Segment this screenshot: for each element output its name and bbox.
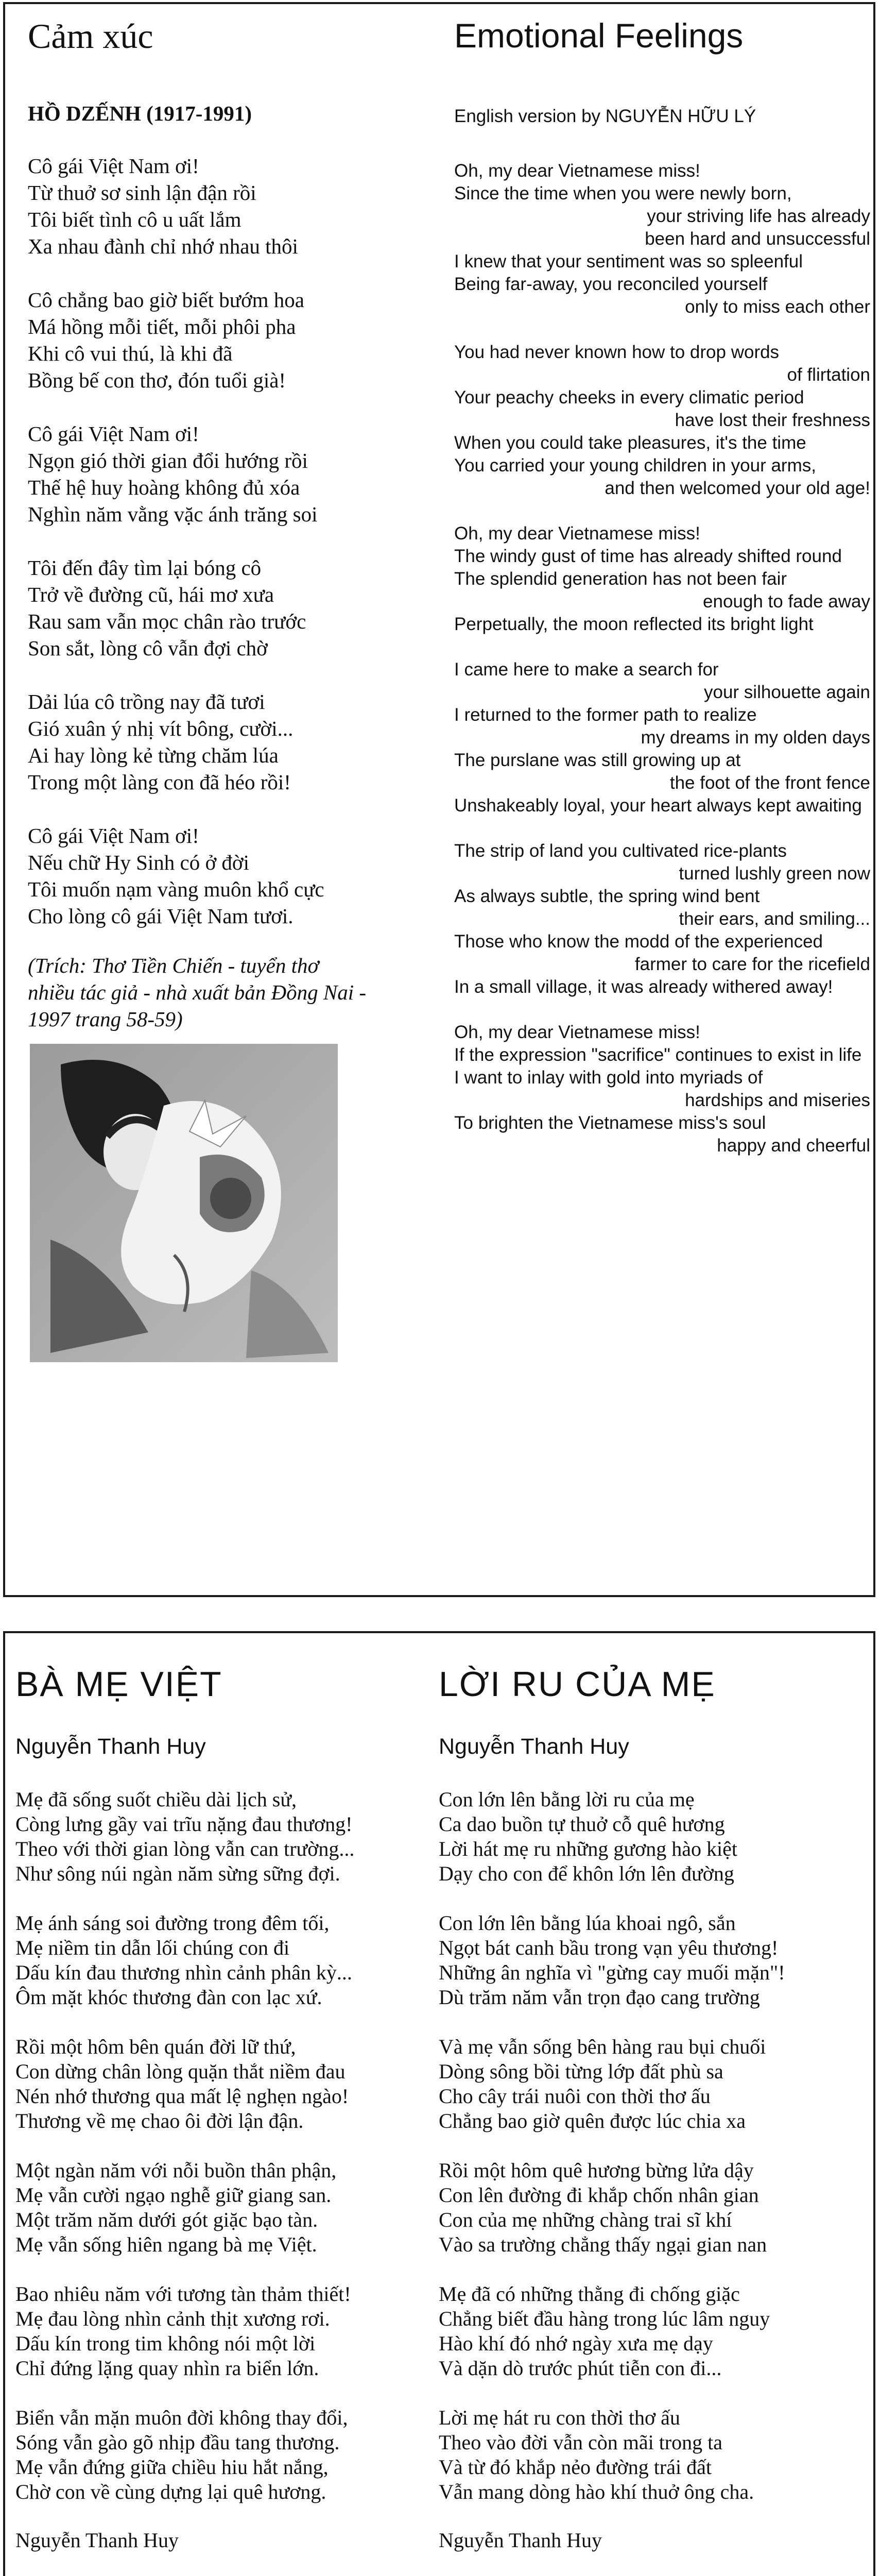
poem-line: turned lushly green now [679,863,870,884]
poem-line: Your peachy cheeks in every climatic period [454,387,804,408]
poem-line: If the expression "sacrifice" continues to exist in life [454,1045,862,1065]
ba-me-viet-column [15,1664,438,2552]
loi-ru-column [439,1664,871,2552]
poem-line: You carried your young children in your arms, [454,455,816,476]
poem-line: Cô gái Việt Nam ơi! [28,154,199,178]
vietnamese-column [28,16,435,1362]
stanza [15,1787,438,1886]
poem-line: I want to inlay with gold into myriads of [454,1067,763,1088]
poem-line: Chẳng biết đầu hàng trong lúc lâm nguy [439,2307,770,2330]
poem-line: Như sông núi ngàn năm sừng sững đợi. [15,1862,340,1885]
poem-line: Sóng vẫn gào gõ nhịp đầu tang thương. [15,2431,340,2454]
poem-line: Cho cây trái nuôi con thời thơ ấu [439,2084,711,2108]
poem-title-loi-ru: LỜI RU CỦA MẸ [439,1665,716,1704]
stanza [439,2405,871,2504]
poem-line: Thương về mẹ chao ôi đời lận đận. [15,2109,304,2132]
poem-line: Perpetually, the moon reflected its bright light [454,614,814,634]
poem-line: Being far-away, you reconciled yourself [454,274,768,294]
stanza [454,1021,872,1157]
poem-line: Theo vào đời vẫn còn mãi trong ta [439,2431,722,2454]
stanza [15,2158,438,2257]
poem-line: As always subtle, the spring wind bent [454,886,760,906]
poem-line: Son sắt, lòng cô vẫn đợi chờ [28,636,268,660]
poem-line: Biển vẫn mặn muôn đời không thay đổi, [15,2406,348,2429]
poem-line: Cho lòng cô gái Việt Nam tươi. [28,904,294,928]
poem-line: The purslane was still growing up at [454,750,741,770]
stanza [439,1911,871,2010]
citation-line: nhiều tác giả - nhà xuất bản Đồng Nai - [28,980,367,1004]
poem-line: Một ngàn năm với nỗi buồn thân phận, [15,2159,337,2182]
poem-line: In a small village, it was already withered away! [454,977,833,997]
poem-line: Hào khí đó nhớ ngày xưa mẹ dạy [439,2332,713,2355]
poem-author: HỒ DZẾNH (1917-1991) [28,101,252,125]
poem-line: Tôi muốn nạm vàng muôn khổ cực [28,877,324,901]
signature-ba-me-viet: Nguyễn Thanh Huy [15,2529,179,2552]
stanza [28,554,435,662]
poem-body [28,152,435,929]
poem-line: Cô gái Việt Nam ơi! [28,422,199,446]
poem-line: Con lớn lên bằng lúa khoai ngô, sắn [439,1911,736,1935]
poem-line: Những ân nghĩa vì "gừng cay muối mặn"! [439,1961,785,1984]
poem-line: Cô chẳng bao giờ biết bướm hoa [28,288,304,312]
citation-line: 1997 trang 58-59) [28,1007,183,1031]
poem-line: Mẹ vẫn cười ngạo nghễ giữ giang san. [15,2183,332,2207]
poem-line: Vào sa trường chẳng thấy ngại gian nan [439,2233,767,2256]
stanza [28,688,435,795]
stanza [454,341,872,500]
poem-line: Oh, my dear Vietnamese miss! [454,161,700,181]
poem-line: Con của mẹ những chàng trai sĩ khí [439,2208,732,2231]
poem-line: Và mẹ vẫn sống bên hàng rau bụi chuối [439,2035,766,2058]
poem-line: When you could take pleasures, it's the time [454,433,806,453]
poem-line: Nghìn năm vằng vặc ánh trăng soi [28,502,318,526]
poem-line: You had never known how to drop words [454,342,780,362]
poem-line: Mẹ vẫn đứng giữa chiều hiu hắt nắng, [15,2455,329,2479]
stanza [454,160,872,318]
poem-line: Tôi biết tình cô u uất lắm [28,208,241,231]
stanza [454,522,872,636]
poem-line: been hard and unsuccessful [645,229,870,249]
poem-panel-cam-xuc [3,2,875,1597]
poem-line: Cô gái Việt Nam ơi! [28,824,199,848]
citation-line: (Trích: Thơ Tiền Chiến - tuyển thơ [28,954,319,977]
poem-line: Con lớn lên bằng lời ru của mẹ [439,1788,695,1811]
stanza [454,658,872,817]
poem-line: Mẹ niềm tin dẫn lối chúng con đi [15,1936,290,1959]
poem-line: of flirtation [787,365,870,385]
poem-line: enough to fade away [703,591,870,612]
poem-line: Khi cô vui thú, là khi đã [28,342,233,365]
poem-line: I knew that your sentiment was so spleenful [454,251,803,272]
poem-line: farmer to care for the ricefield [634,954,870,974]
stanza [439,2158,871,2257]
poem-line: happy and cheerful [717,1136,870,1156]
poem-line: Mẹ vẫn sống hiên ngang bà mẹ Việt. [15,2233,317,2256]
poem-line: their ears, and smiling... [679,909,870,929]
poem-line: Mẹ ánh sáng soi đường trong đêm tối, [15,1911,330,1935]
poem-line: Chỉ đứng lặng quay nhìn ra biển lớn. [15,2357,319,2380]
poem-title-ba-me-viet: BÀ MẸ VIỆT [15,1665,222,1704]
stanza [15,2035,438,2133]
poem-line: Oh, my dear Vietnamese miss! [454,1022,700,1042]
stanza [28,420,435,528]
poem-line: the foot of the front fence [669,773,870,793]
poem-line: Ca dao buồn tự thuở cỗ quê hương [439,1812,725,1836]
poem-line: Ôm mặt khóc thương đàn con lạc xứ. [15,1986,322,2009]
poem-line: Theo với thời gian lòng vẫn can trường... [15,1837,355,1860]
poem-line: Ngọt bát canh bầu trong vạn yêu thương! [439,1936,779,1959]
poem-line: Those who know the modd of the experienced [454,931,823,952]
poem-line: Mẹ đau lòng nhìn cảnh thịt xương rơi. [15,2307,330,2330]
poem-line: Từ thuở sơ sinh lận đận rồi [28,181,256,205]
stanza [15,2282,438,2381]
stanza [439,2035,871,2133]
poem-line: Trở về đường cũ, hái mơ xưa [28,583,274,606]
poem-line: Mẹ đã có những thằng đi chống giặc [439,2282,740,2306]
english-poem-body [454,160,872,1157]
poem-line: Xa nhau đành chỉ nhớ nhau thôi [28,234,298,258]
poem-line: Dòng sông bồi từng lớp đất phù sa [439,2060,723,2083]
english-title: Emotional Feelings [454,16,744,55]
poem-line: Má hồng mỗi tiết, mỗi phôi pha [28,315,296,338]
poem-line: Nếu chữ Hy Sinh có ở đời [28,851,249,874]
poem-line: Và từ đó khắp nẻo đường trái đất [439,2455,712,2479]
poem-line: Dải lúa cô trồng nay đã tươi [28,690,265,714]
poem-line: Còng lưng gầy vai trĩu nặng đau thương! [15,1812,353,1836]
poem-line: Con lên đường đi khắp chốn nhân gian [439,2183,759,2207]
poem-title: Cảm xúc [28,16,153,56]
poem-line: your silhouette again [704,682,870,702]
poem-line: Vẫn mang dòng hào khí thuở ông cha. [439,2480,754,2503]
poem-line: The splendid generation has not been fair [454,569,787,589]
poem-line: Chẳng bao giờ quên được lúc chia xa [439,2109,746,2132]
poem-line: Unshakeably loyal, your heart always kept awaiting [454,795,862,816]
stanza [28,286,435,394]
poem-line: only to miss each other [685,297,870,317]
poem-line: Nén nhớ thương qua mất lệ nghẹn ngào! [15,2084,349,2108]
woman-portrait-icon [30,1044,338,1362]
poem-line: Ngọn gió thời gian đổi hướng rồi [28,449,308,472]
poem-line: Dấu kín đau thương nhìn cảnh phân kỳ... [15,1961,352,1984]
poem-line: Tôi đến đây tìm lại bóng cô [28,556,262,580]
poem-panel-me [3,1631,875,2576]
poem-line: my dreams in my olden days [641,727,870,748]
poem-line: have lost their freshness [675,410,870,430]
stanza [28,822,435,929]
poem-line: Bồng bế con thơ, đón tuổi già! [28,368,286,392]
stanza [15,2405,438,2504]
poem-line: Chờ con về cùng dựng lại quê hương. [15,2480,326,2503]
poem-line: Con dừng chân lòng quặn thắt niềm đau [15,2060,346,2083]
poem-line: Gió xuân ý nhị vít bông, cười... [28,717,294,740]
poem-line: Một trăm năm dưới gót giặc bạo tàn. [15,2208,318,2231]
stanza [454,840,872,998]
poem-line: Rau sam vẫn mọc chân rào trước [28,609,306,633]
stanza [15,1911,438,2010]
poem-line: Dạy cho con để khôn lớn lên đường [439,1862,734,1885]
poem-line: Lời mẹ hát ru con thời thơ ấu [439,2406,680,2429]
poem-body-loi-ru [439,1787,871,2504]
english-column [454,16,872,1180]
poem-author-ba-me-viet: Nguyễn Thanh Huy [15,1734,206,1759]
poem-line: Rồi một hôm bên quán đời lữ thứ, [15,2035,296,2058]
poem-line: Dù trăm năm vẫn trọn đạo cang trường [439,1986,760,2009]
poem-line: The strip of land you cultivated rice-plants [454,841,787,861]
poem-line: Trong một làng con đã héo rồi! [28,770,291,794]
poem-line: To brighten the Vietnamese miss's soul [454,1113,766,1133]
stanza [439,1787,871,1886]
poem-line: Bao nhiêu năm với tương tàn thảm thiết! [15,2282,351,2306]
poem-line: Rồi một hôm quê hương bừng lửa dậy [439,2159,754,2182]
poem-line: Thế hệ huy hoàng không đủ xóa [28,476,300,499]
poem-line: Mẹ đã sống suốt chiều dài lịch sử, [15,1788,297,1811]
poem-line: Oh, my dear Vietnamese miss! [454,523,700,544]
poem-author-loi-ru: Nguyễn Thanh Huy [439,1734,629,1759]
poem-line: I came here to make a search for [454,659,719,680]
poem-line: hardships and miseries [685,1090,870,1110]
poem-line: and then welcomed your old age! [605,478,870,498]
english-credit: English version by NGUYỄN HỮU LÝ [454,106,756,126]
poem-line: Since the time when you were newly born, [454,183,792,204]
poem-line: your striving life has already [647,206,870,226]
stanza [28,152,435,260]
poem-line: Dấu kín trong tim không nói một lời [15,2332,316,2355]
stanza [439,2282,871,2381]
signature-loi-ru: Nguyễn Thanh Huy [439,2529,602,2552]
poem-line: The windy gust of time has already shifted round [454,546,842,566]
poem-line: Và dặn dò trước phút tiễn con đi... [439,2357,722,2380]
poem-line: Lời hát mẹ ru những gương hào kiệt [439,1837,737,1860]
poem-line: Ai hay lòng kẻ từng chăm lúa [28,743,279,767]
poem-line: I returned to the former path to realize [454,705,757,725]
portrait-image [30,1044,338,1362]
poem-body-ba-me-viet [15,1787,438,2504]
citation [28,952,435,1032]
